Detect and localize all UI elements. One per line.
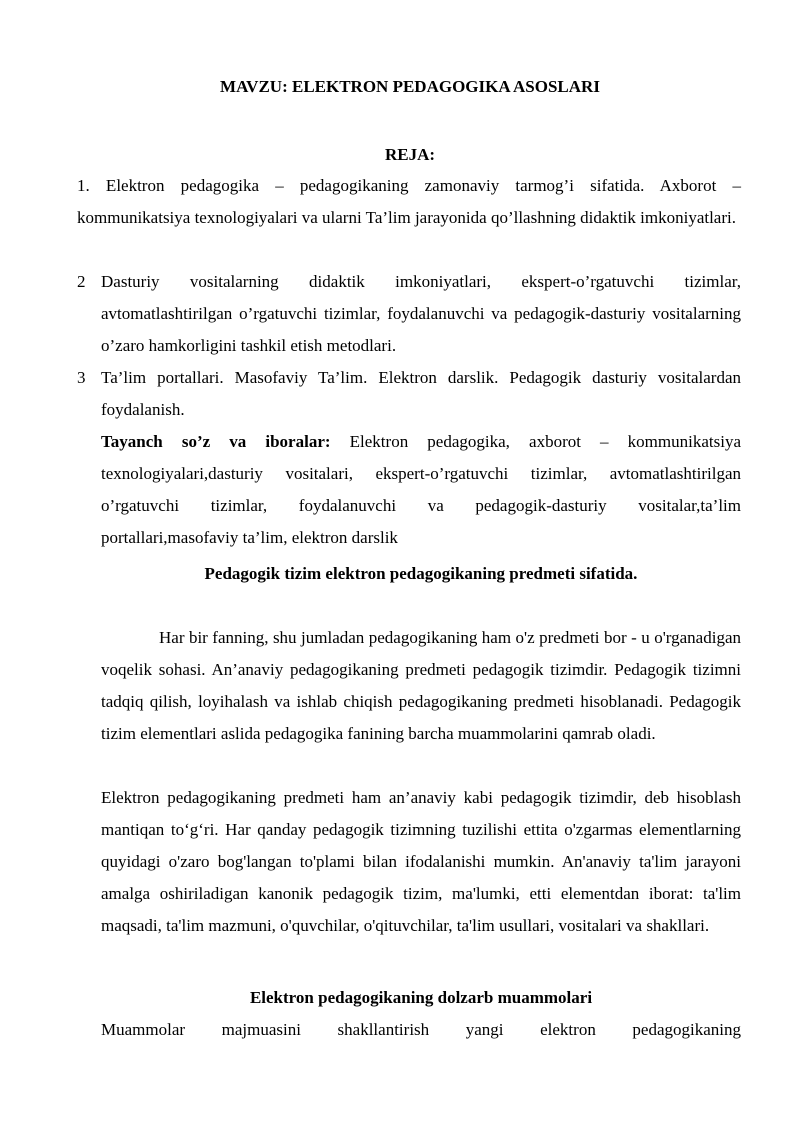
plan-item-2: Dasturiy vositalarning didaktik imkoniyatlari, ekspert-o’rgatuvchi tizimlar, avtomatlashtirilgan o’rgatuvchi tizimlar, foydalanuvchi va pedagogik-dasturiy vositalarning o’zaro hamkorligini tashkil etish metodlari. bbox=[101, 272, 741, 355]
paragraph-problems: Muammolar majmuasini shakllantirish yangi elektron pedagogikaning bbox=[101, 1020, 741, 1039]
paragraph-elements: Elektron pedagogikaning predmeti ham an’anaviy kabi pedagogik tizimdir, deb hisoblash mantiqan to‘g‘ri. Har qanday pedagogik tizimning tuzilishi ettita o'zgarmas elementlarning quyidagi o'zaro bog'langan to'plami bilan ifodalanishi mumkin. An'anaviy ta'lim jarayoni amalga oshiriladigan kanonik pedagogik tizim, ma'lumki, etti elementdan iborat: ta'lim maqsadi, ta'lim mazmuni, o'quvchilar, o'qituvchilar, ta'lim usullari, vositalari va shakllari. bbox=[101, 788, 741, 935]
plan-item-3: Ta’lim portallari. Masofaviy Ta’lim. Elektron darslik. Pedagogik dasturiy vositalardan foydalanish. bbox=[101, 368, 741, 419]
plan-item-1: 1. Elektron pedagogika – pedagogikaning zamonaviy tarmog’i sifatida. Axborot – kommunikatsiya texnologiyalari va ularni Ta’lim jarayonida qo’llashning didaktik imkoniyatlari. bbox=[77, 176, 741, 227]
plan-item-2-number: 2 bbox=[77, 272, 86, 291]
page-title: MAVZU: ELEKTRON PEDAGOGIKA ASOSLARI bbox=[220, 77, 600, 96]
plan-heading: REJA: bbox=[384, 145, 436, 164]
plan-item-3-number: 3 bbox=[77, 368, 86, 387]
paragraph-subject: Har bir fanning, shu jumladan pedagogikaning ham o'z predmeti bor - u o'rganadigan voqelik sohasi. An’anaviy pedagogikaning predmeti pedagogik tizimdir. Pedagogik tizimni tadqiq qilish, loyihalash va ishlab chiqish pedagogikaning predmeti hisoblanadi. Pedagogik tizim elementlari aslida pedagogika fanining barcha muammolarini qamrab oladi. bbox=[101, 628, 741, 743]
keywords-paragraph bbox=[101, 426, 741, 554]
section-heading-current-problems: Elektron pedagogikaning dolzarb muammolari bbox=[249, 988, 593, 1007]
section-heading-pedagogical-system: Pedagogik tizim elektron pedagogikaning predmeti sifatida. bbox=[204, 564, 638, 583]
keywords-label: Tayanch so’z va iboralar: bbox=[101, 432, 331, 451]
keywords-text: Elektron pedagogika, axborot – kommunikatsiya texnologiyalari,dasturiy vositalari, ekspert-o’rgatuvchi tizimlar, avtomatlashtirilgan o’rgatuvchi tizimlar, foydalanuvchi va pedagogik-dasturiy vositalar,ta’lim portallari,masofaviy ta’lim, elektron darslik bbox=[101, 432, 741, 547]
